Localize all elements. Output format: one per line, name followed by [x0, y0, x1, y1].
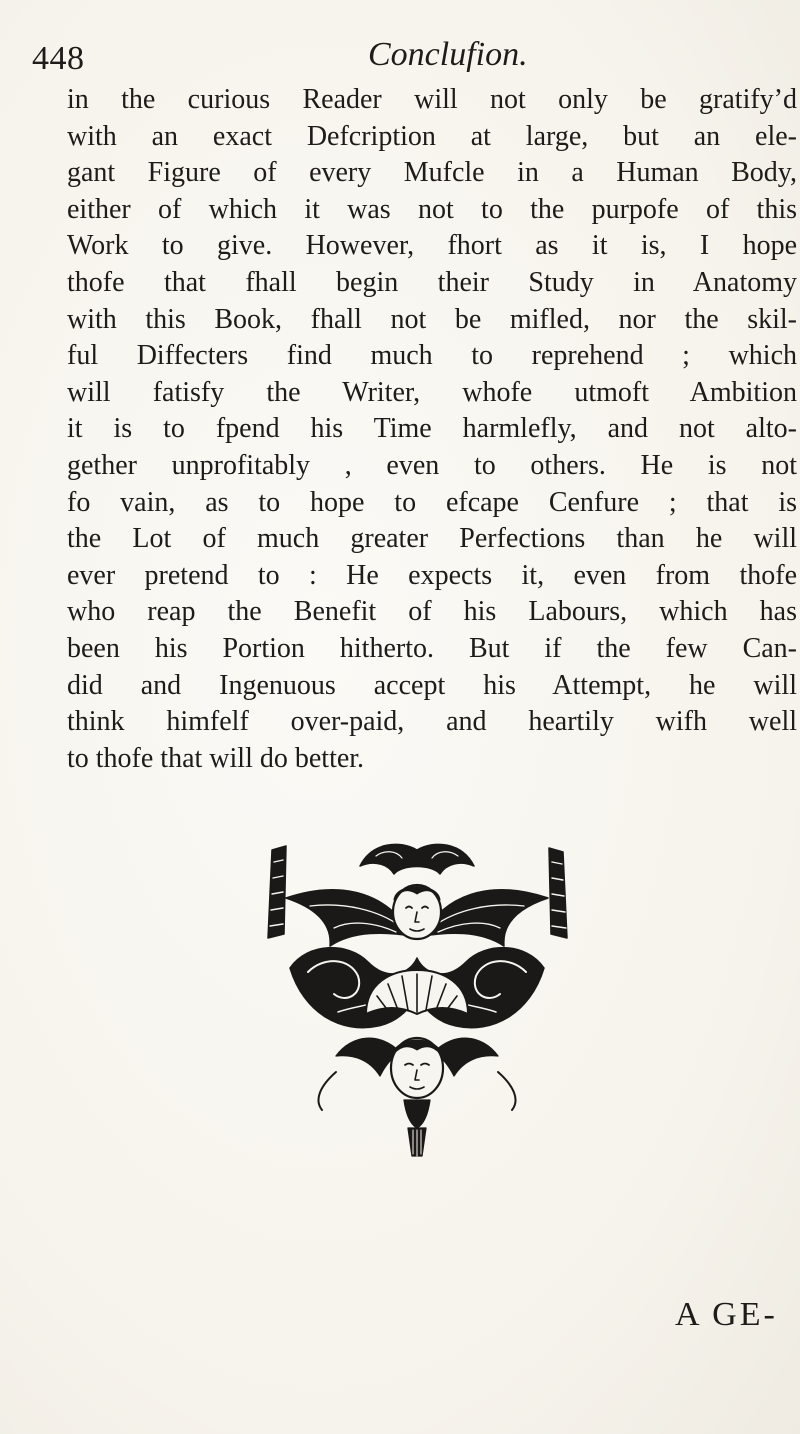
text-line: ever pretend to : He expects it, even from thofe	[67, 559, 797, 591]
text-line: did and Ingenuous accept his Attempt, he will	[67, 669, 797, 701]
text-line: gant Figure of every Mufcle in a Human Body,	[67, 157, 797, 189]
text-line: with this Book, fhall not be mifled, nor the skil-	[67, 303, 797, 335]
text-line: been his Portion hitherto. But if the few Can-	[67, 632, 797, 664]
running-head: Conclufion.	[368, 36, 528, 73]
text-line: who reap the Benefit of his Labours, which has	[67, 596, 797, 628]
catchword: A GE-	[675, 1296, 778, 1333]
text-line: ful Diffecters find much to reprehend ; which	[67, 340, 797, 372]
body-text	[67, 82, 797, 777]
text-line: gether unprofitably , even to others. He is not	[67, 449, 797, 481]
text-line: thofe that fhall begin their Study in Anatomy	[67, 266, 797, 298]
text-line: Work to give. However, fhort as it is, I hope	[67, 230, 797, 262]
text-line: with an exact Defcription at large, but an ele-	[67, 120, 797, 152]
text-line: think himfelf over-paid, and heartily wifh well	[67, 706, 797, 738]
page-number: 448	[32, 40, 85, 77]
cherub-head-tailpiece-icon	[250, 838, 585, 1163]
text-line: will fatisfy the Writer, whofe utmoft Ambition	[67, 376, 797, 408]
text-line-last: to thofe that will do better.	[67, 742, 365, 774]
text-line: the Lot of much greater Perfections than he will	[67, 523, 797, 555]
text-line: fo vain, as to hope to efcape Cenfure ; that is	[67, 486, 797, 518]
text-line: in the curious Reader will not only be gratify’d	[67, 84, 797, 115]
text-line: either of which it was not to the purpofe of this	[67, 193, 797, 225]
text-line: it is to fpend his Time harmlefly, and not alto-	[67, 413, 797, 445]
